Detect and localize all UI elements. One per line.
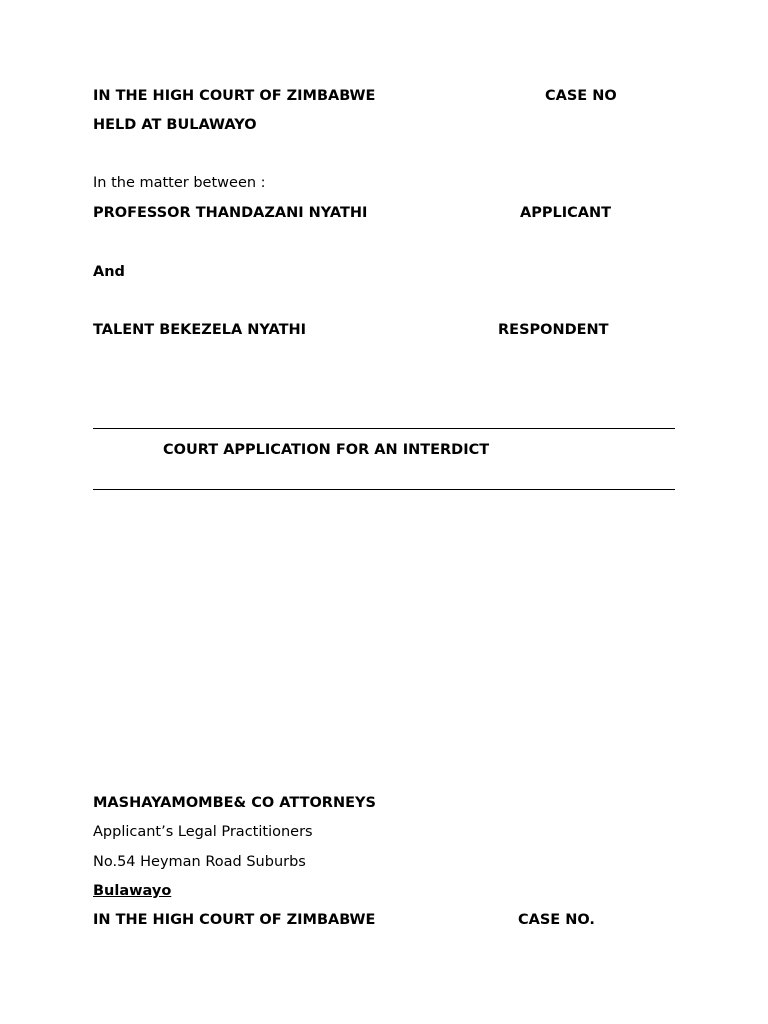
title-bottom-rule: [93, 489, 675, 490]
court-heading: IN THE HIGH COURT OF ZIMBABWE: [93, 88, 376, 104]
law-firm-city: Bulawayo: [93, 883, 172, 899]
next-case-number-label: CASE NO.: [518, 912, 595, 928]
court-location: HELD AT BULAWAYO: [93, 117, 257, 133]
respondent-role: RESPONDENT: [498, 322, 609, 338]
law-firm-name: MASHAYAMOMBE& CO ATTORNEYS: [93, 795, 376, 811]
law-firm-address: No.54 Heyman Road Suburbs: [93, 854, 306, 870]
applicant-name: PROFESSOR THANDAZANI NYATHI: [93, 205, 368, 221]
applicant-role: APPLICANT: [520, 205, 612, 221]
case-number-label: CASE NO: [545, 88, 617, 104]
law-firm-role: Applicant’s Legal Practitioners: [93, 824, 313, 840]
title-top-rule: [93, 428, 675, 429]
party-conjunction: And: [93, 264, 125, 280]
matter-intro: In the matter between :: [93, 175, 266, 191]
application-title: COURT APPLICATION FOR AN INTERDICT: [163, 442, 490, 458]
next-court-heading: IN THE HIGH COURT OF ZIMBABWE: [93, 912, 376, 928]
respondent-name: TALENT BEKEZELA NYATHI: [93, 322, 306, 338]
